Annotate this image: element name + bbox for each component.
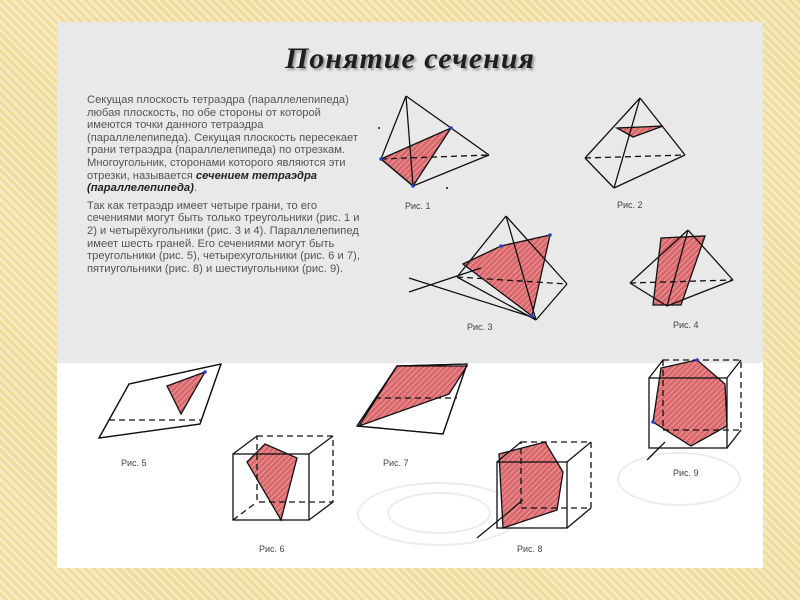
figure-1 bbox=[378, 96, 489, 189]
section-triangle bbox=[381, 128, 451, 186]
figure-1-caption: Рис. 1 bbox=[405, 201, 431, 211]
figure-3-caption: Рис. 3 bbox=[467, 322, 493, 332]
figures-canvas bbox=[57, 22, 763, 568]
figure-2-caption: Рис. 2 bbox=[617, 200, 643, 210]
figure-4-caption: Рис. 4 bbox=[673, 320, 699, 330]
section-hexagon bbox=[653, 360, 727, 446]
figure-8 bbox=[477, 442, 591, 538]
figure-6-caption: Рис. 6 bbox=[259, 544, 285, 554]
paragraph-sections: Так как тетраэдр имеет четыре грани, то его сечениями могут быть только треугольники (рис. 1 и 2) и четырёхугольники (рис. 3 и 4). Параллелепипед имеет шесть граней. Его сечениями могут быть треугольники (рис. 5), четырехугольники (рис. 6 и 7), пятиугольники (рис. 8) и шестиугольники (рис. 9). bbox=[87, 199, 360, 275]
definition-term: сечением тетраэдра (параллелепипеда) bbox=[87, 169, 318, 195]
section-triangle bbox=[167, 372, 205, 414]
figure-2 bbox=[585, 98, 685, 188]
figure-6 bbox=[233, 436, 333, 520]
figure-4 bbox=[630, 230, 733, 306]
section-quadrilateral bbox=[359, 366, 467, 426]
figure-7 bbox=[357, 364, 467, 434]
slide-title: Понятие сечения bbox=[285, 42, 535, 75]
section-pentagon bbox=[499, 442, 563, 528]
figure-9-caption: Рис. 9 bbox=[673, 468, 699, 478]
figure-8-caption: Рис. 8 bbox=[517, 544, 543, 554]
figure-5-caption: Рис. 5 bbox=[121, 458, 147, 468]
figure-7-caption: Рис. 7 bbox=[383, 458, 409, 468]
definition-end: . bbox=[193, 182, 197, 195]
slide bbox=[57, 22, 763, 568]
figure-3 bbox=[409, 216, 567, 320]
section-triangle bbox=[617, 126, 663, 137]
figure-9 bbox=[647, 358, 741, 460]
figure-5 bbox=[99, 364, 221, 438]
definition-text: Секущая плоскость тетраэдра (параллелепипеда) любая плоскость, по обе стороны от которой имеются точки данного тетраэдра (параллелепипеда). Секущая плоскость пересекает грани тетраэдра (параллелепипеда) по отрезкам. Многоугольник, сторонами которого являются эти отрезки, называется bbox=[87, 94, 358, 182]
section-quadrilateral bbox=[247, 444, 297, 520]
